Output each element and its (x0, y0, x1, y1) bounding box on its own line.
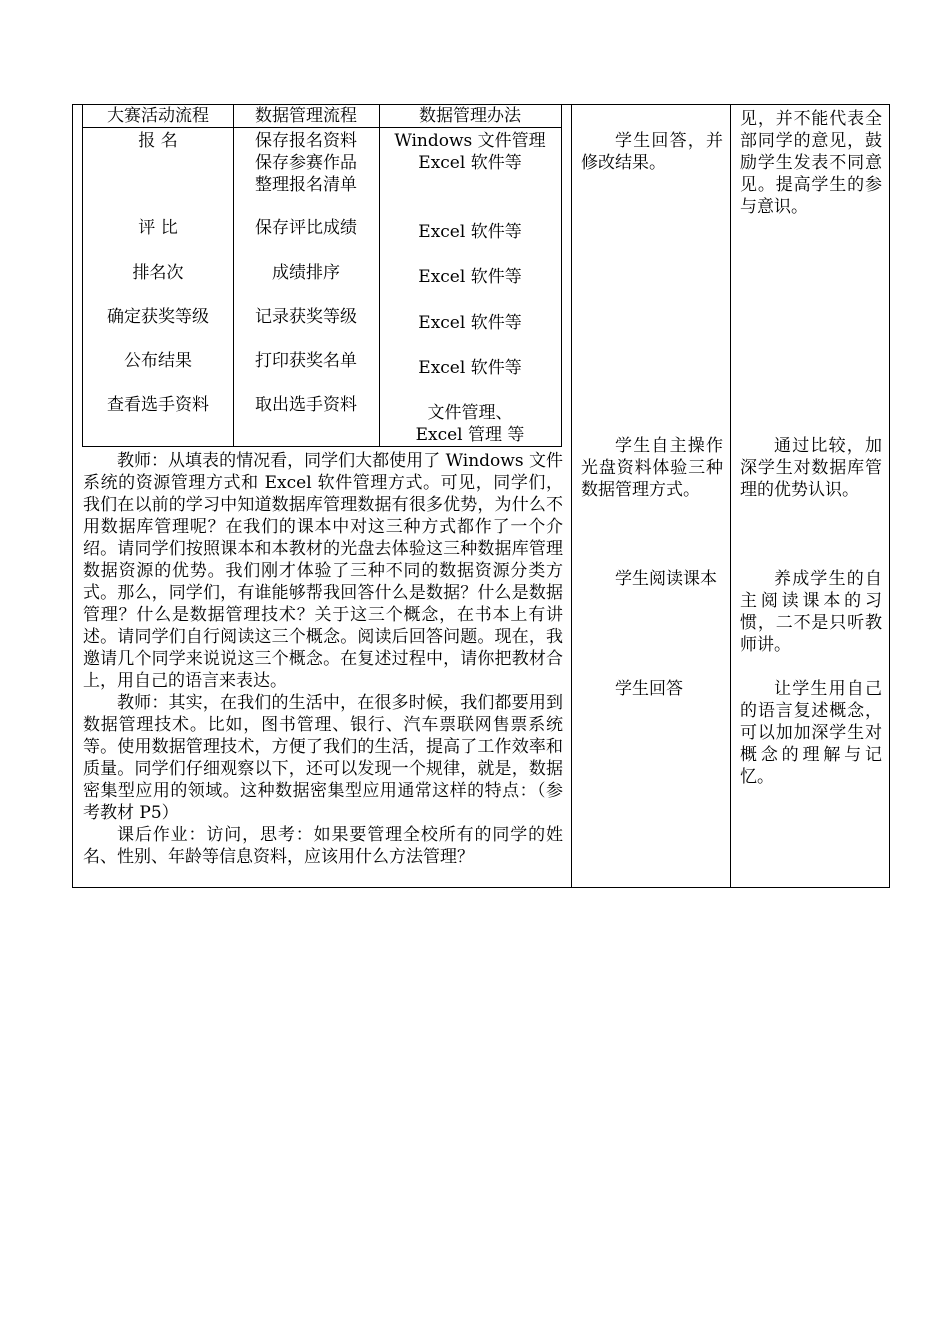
flow-table-header-line (83, 127, 561, 128)
method-cell: Excel 软件等 (418, 313, 522, 333)
method-cell (379, 130, 561, 174)
teacher-paragraph: 教师：其实，在我们的生活中，在很多时候，我们都要用到数据管理技术。比如，图书管理、银行、汽车票联网售票系统等。使用数据管理技术，方便了我们的生活，提高了工作效率和质量。同学们仔细观察以下，还可以发现一个规律，就是，数据密集型应用的领域。这种数据密集型应用通常这样的特点：（参考教材 P5） (83, 693, 563, 823)
method-line: Excel 软件等 (418, 153, 522, 173)
design-intent-cell (740, 568, 882, 656)
student-activity-text: 学生自主操作光盘资料体验三种数据管理方式。 (581, 436, 723, 500)
method-cell (379, 402, 561, 446)
activity-cell: 排名次 (132, 263, 184, 283)
design-intent-text: 通过比较，加深学生对数据库管理的优势认识。 (740, 436, 882, 500)
design-intent-cell (740, 435, 882, 501)
process-cell: 打印获奖名单 (255, 351, 357, 371)
process-line: 保存报名资料 (255, 131, 357, 151)
process-cell: 记录获奖等级 (255, 307, 357, 327)
process-cell: 取出选手资料 (255, 395, 357, 415)
lesson-table (72, 104, 890, 888)
activity-cell: 报 名 (138, 131, 178, 151)
process-cell (233, 130, 379, 196)
student-activity-text: 学生阅读课本 (615, 569, 717, 589)
student-activity-text: 学生回答，并修改结果。 (581, 131, 723, 173)
design-intent-text: 养成学生的自主阅读课本的习惯，二不是只听教师讲。 (740, 569, 882, 655)
teacher-activity-text (83, 450, 563, 868)
process-line: 整理报名清单 (255, 175, 357, 195)
header-process: 数据管理流程 (255, 106, 357, 126)
method-cell: Excel 软件等 (418, 358, 522, 378)
teacher-paragraph: 教师：从填表的情况看，同学们大都使用了 Windows 文件系统的资源管理方式和 Excel 软件管理方式。可见，同学们，我们在以前的学习中知道数据库管理数据有很多优势，为什么不用数据库管理呢？在我们的课本中对这三种方式都作了一个介绍。请同学们按照课本和本教材的光盘去体验这三种数据库管理数据资源的优势。我们刚才体验了三种不同的数据资源分类方式。那么，同学们，有谁能够帮我回答什么是数据？什么是数据管理？什么是数据管理技术？关于这三个概念，在书本上有讲述。请同学们自行阅读这三个概念。阅读后回答问题。现在，我邀请几个同学来说说这三个概念。在复述过程中，请你把教材合上，用自己的语言来表达。 (83, 451, 563, 691)
process-cell: 保存评比成绩 (255, 218, 357, 238)
design-intent-cell (740, 108, 882, 218)
column-divider (730, 105, 731, 887)
flow-table (82, 105, 562, 447)
column-divider (571, 105, 572, 887)
design-intent-cell (740, 678, 882, 788)
activity-cell: 公布结果 (124, 351, 192, 371)
student-activity-cell (581, 568, 723, 590)
design-intent-text: 让学生用自己的语言复述概念，可以加加深学生对概念的理解与记忆。 (740, 679, 882, 787)
homework-paragraph: 课后作业：访问，思考：如果要管理全校所有的同学的姓名、性别、年龄等信息资料，应该用什么方法管理？ (83, 825, 563, 867)
student-activity-cell (581, 130, 723, 174)
method-line: Excel 管理 等 (415, 425, 525, 445)
method-cell: Excel 软件等 (418, 267, 522, 287)
method-line: 文件管理、 (427, 403, 513, 423)
activity-cell: 查看选手资料 (107, 395, 209, 415)
method-cell: Excel 软件等 (418, 222, 522, 242)
student-activity-cell (581, 678, 723, 700)
header-activity: 大赛活动流程 (107, 106, 209, 126)
header-method: 数据管理办法 (419, 106, 521, 126)
method-line: Windows 文件管理 (394, 131, 546, 151)
student-activity-text: 学生回答 (615, 679, 683, 699)
student-activity-cell (581, 435, 723, 501)
design-intent-text: 见，并不能代表全部同学的意见，鼓励学生发表不同意见。提高学生的参与意识。 (740, 109, 882, 217)
activity-cell: 确定获奖等级 (107, 307, 209, 327)
process-cell: 成绩排序 (272, 263, 340, 283)
activity-cell: 评 比 (138, 218, 178, 238)
process-line: 保存参赛作品 (255, 153, 357, 173)
